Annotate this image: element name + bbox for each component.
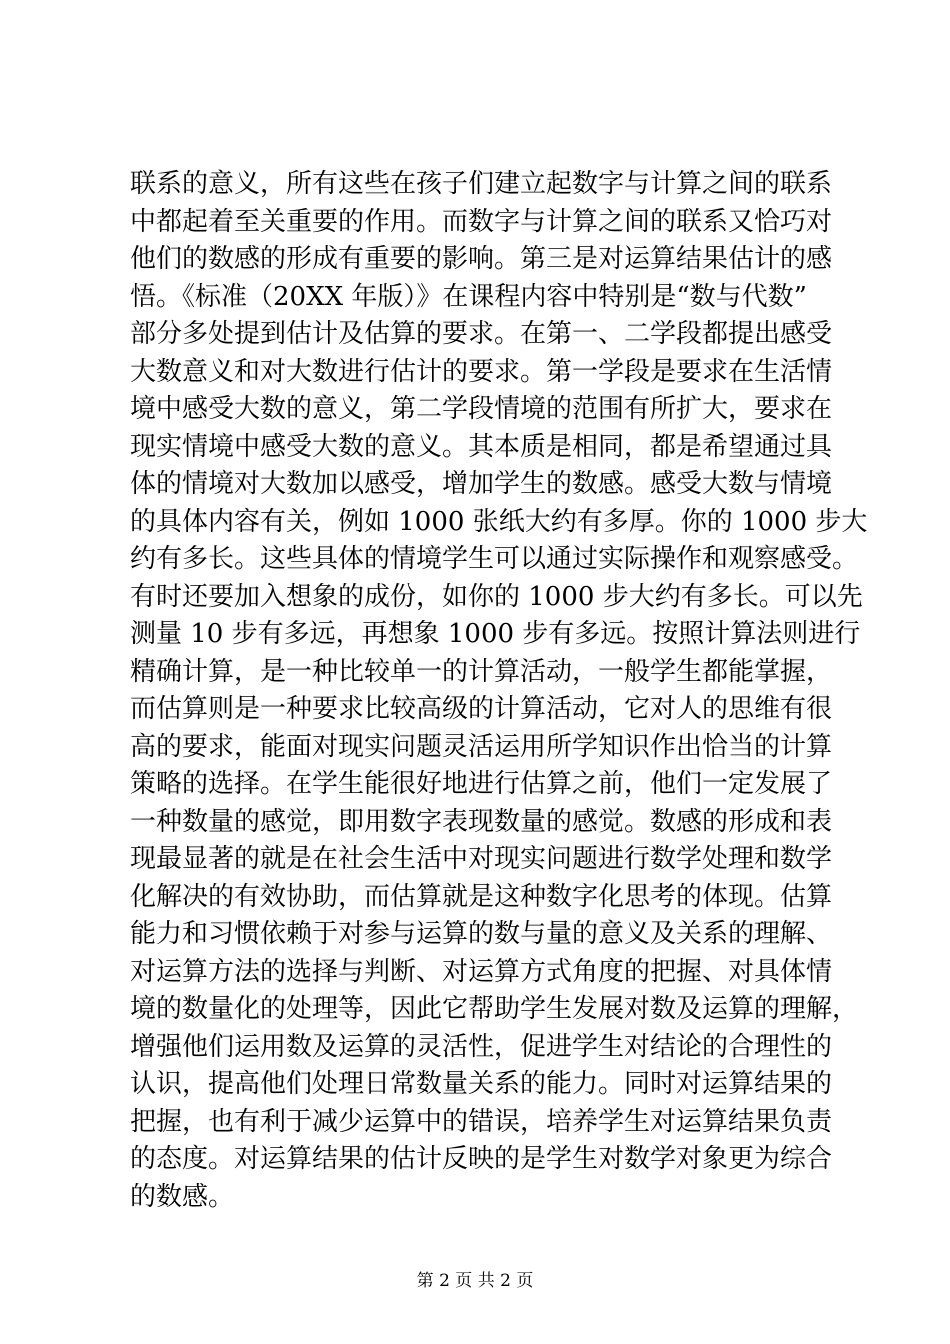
body-text: [130, 166, 868, 1216]
text-line: 策略的选择。在学生能很好地进行估算之前，他们一定发展了: [130, 769, 833, 799]
text-line: 部分多处提到估计及估算的要求。在第一、二学段都提出感受: [130, 319, 833, 349]
text-line: 而估算则是一种要求比较高级的计算活动，它对人的思维有很: [130, 694, 833, 724]
text-line: 的具体内容有关，例如 1000 张纸大约有多厚。你的 1000 步大: [130, 506, 868, 537]
text-line: 的态度。对运算结果的估计反映的是学生对数学对象更为综合: [130, 1144, 833, 1174]
text-line: 约有多长。这些具体的情境学生可以通过实际操作和观察感受。: [130, 544, 859, 574]
text-line: 认识，提高他们处理日常数量关系的能力。同时对运算结果的: [130, 1069, 833, 1099]
page-footer: 第 2 页 共 2 页: [416, 1271, 534, 1291]
text-line: 联系的意义，所有这些在孩子们建立起数字与计算之间的联系: [130, 169, 833, 199]
text-line: 高的要求，能面对现实问题灵活运用所学知识作出恰当的计算: [130, 731, 833, 762]
text-line: 增强他们运用数及运算的灵活性，促进学生对结论的合理性的: [130, 1031, 833, 1062]
text-line: 有时还要加入想象的成份，如你的 1000 步大约有多长。可以先: [130, 581, 863, 612]
text-line: 现实情境中感受大数的意义。其本质是相同，都是希望通过具: [130, 431, 833, 462]
text-line: 体的情境对大数加以感受，增加学生的数感。感受大数与情境: [130, 469, 833, 499]
text-line: 境的数量化的处理等，因此它帮助学生发展对数及运算的理解，: [130, 994, 859, 1024]
text-line: 能力和习惯依赖于对参与运算的数与量的意义及关系的理解、: [130, 919, 833, 949]
text-line: 测量 10 步有多远，再想象 1000 步有多远。按照计算法则进行: [130, 619, 861, 649]
text-line: 中都起着至关重要的作用。而数字与计算之间的联系又恰巧对: [130, 206, 833, 237]
text-line: 的数感。: [130, 1181, 235, 1212]
text-line: 现最显著的就是在社会生活中对现实问题进行数学处理和数学: [130, 844, 833, 874]
text-line: 境中感受大数的意义，第二学段情境的范围有所扩大，要求在: [130, 394, 833, 424]
text-line: 对运算方法的选择与判断、对运算方式角度的把握、对具体情: [130, 956, 833, 987]
text-line: 把握，也有利于减少运算中的错误，培养学生对运算结果负责: [130, 1106, 833, 1137]
text-line: 他们的数感的形成有重要的影响。第三是对运算结果估计的感: [130, 244, 833, 274]
text-line: 悟。《标准（20XX 年版）》在课程内容中特别是“数与代数”: [130, 281, 807, 312]
text-line: 大数意义和对大数进行估计的要求。第一学段是要求在生活情: [130, 356, 833, 387]
text-line: 化解决的有效协助，而估算就是这种数字化思考的体现。估算: [130, 881, 833, 912]
text-line: 精确计算，是一种比较单一的计算活动，一般学生都能掌握，: [130, 656, 833, 687]
text-line: 一种数量的感觉，即用数字表现数量的感觉。数感的形成和表: [130, 806, 833, 837]
